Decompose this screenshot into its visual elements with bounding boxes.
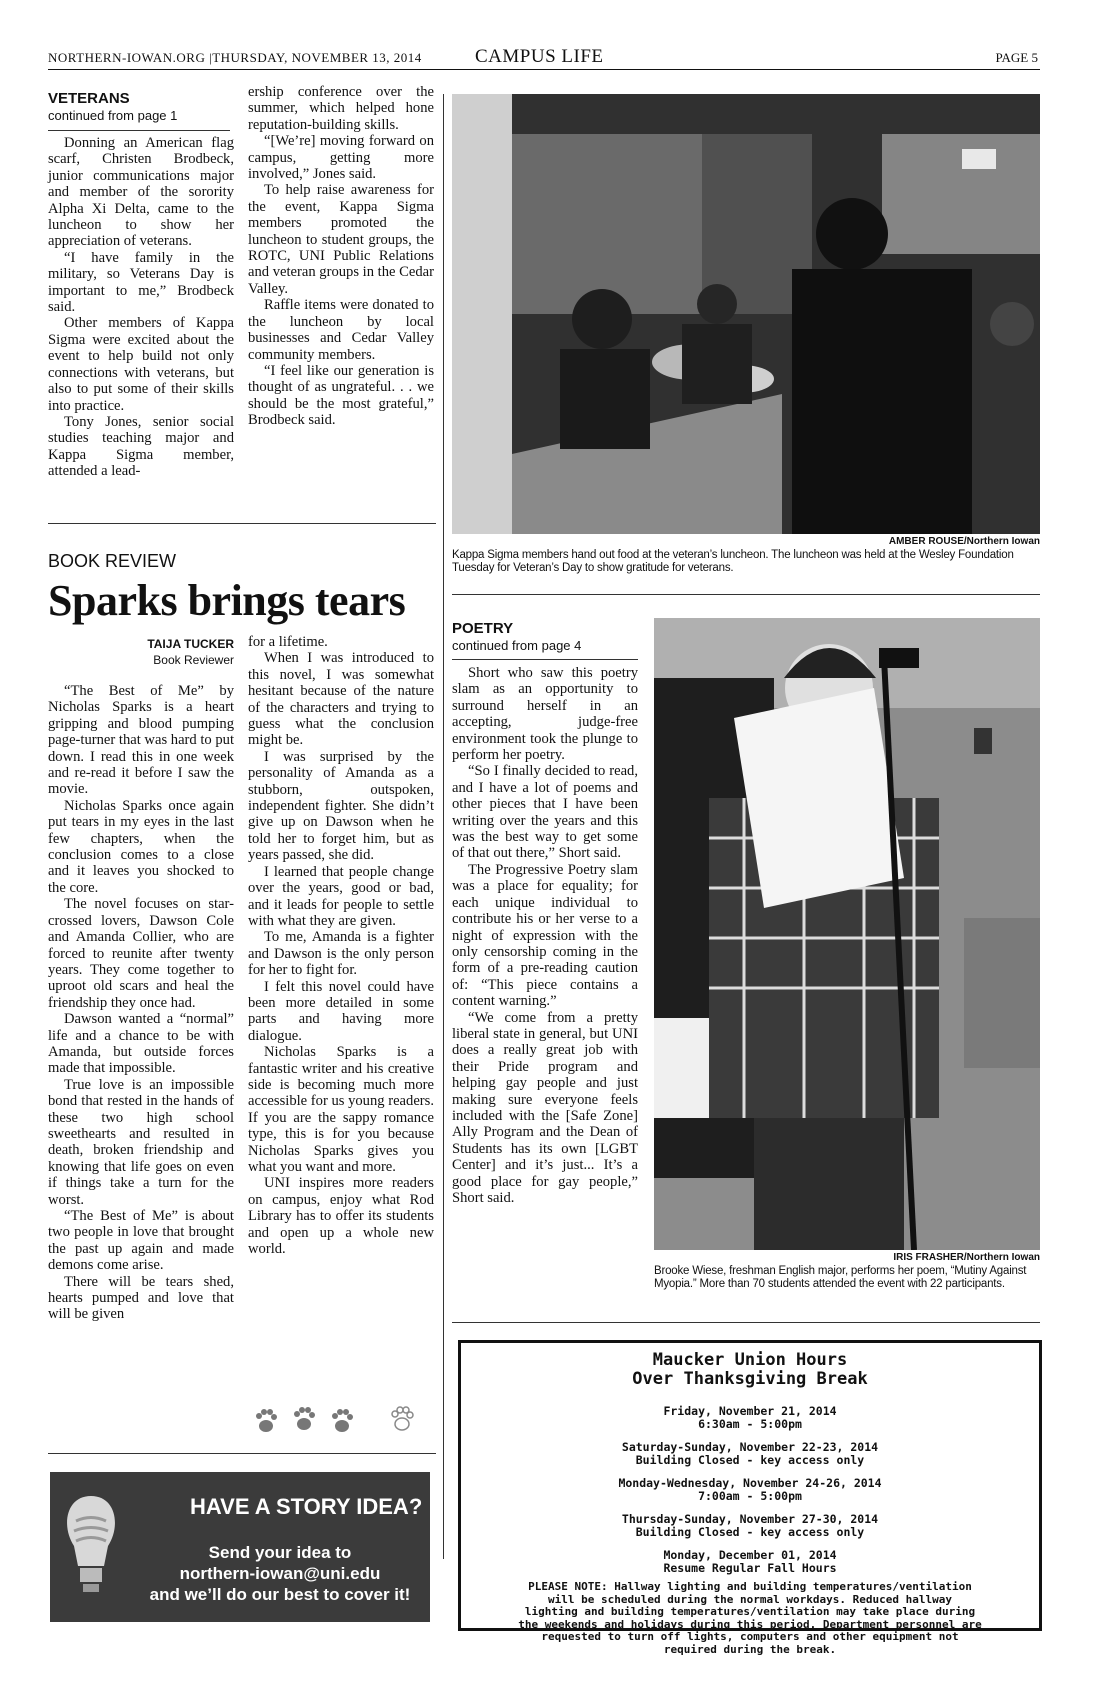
paragraph: “I have family in the military, so Veterans Day is important to me,” Brodbeck said. bbox=[48, 249, 234, 316]
book-review-headline: Sparks brings tears bbox=[48, 576, 406, 625]
paragraph: When I was introduced to this novel, I was somewhat hesitant because of the nature of the characters and trying to guess what the conclusion might be. bbox=[248, 650, 434, 749]
byline-name: TAIJA TUCKER bbox=[147, 637, 234, 651]
hours-entry bbox=[461, 1477, 1039, 1503]
hours-entry bbox=[461, 1513, 1039, 1539]
ad-body bbox=[140, 1542, 420, 1605]
paragraph: To help raise awareness for the event, Kappa Sigma members promoted the luncheon to student groups, the ROTC, UNI Public Relations and veteran groups in the Cedar Valley. bbox=[248, 182, 435, 297]
hours-date: Monday, December 01, 2014 bbox=[663, 1548, 837, 1562]
hours-time: Resume Regular Fall Hours bbox=[663, 1561, 837, 1575]
paragraph: for a lifetime. bbox=[248, 634, 328, 650]
veterans-photo-credit: AMBER ROUSE/Northern Iowan bbox=[888, 536, 1040, 547]
veterans-continued: continued from page 1 bbox=[48, 108, 178, 123]
paragraph: “We come from a pretty liberal state in general, but UNI does a really great job with their Pride program and helping gay people and just making sure everyone feels included with the [Safe Zone] Ally Program and the Dean of Students has its own [LGBT Center] and it’s just... It’s a good place for gay people,” Short said. bbox=[452, 1009, 638, 1206]
paragraph: Nicholas Sparks is a fantastic writer and his creative side is becoming much more accessible for us young readers. If you are the sappy romance type, this is for you because Nicholas Sparks gives you what you want and more. bbox=[248, 1044, 434, 1175]
paragraph: ership conference over the summer, which helped hone reputation-building skills. bbox=[248, 84, 434, 133]
byline-role: Book Reviewer bbox=[153, 653, 234, 667]
lightbulb-icon bbox=[56, 1486, 126, 1606]
paragraph: I felt this novel could have been more detailed in some parts and having more dialogue. bbox=[248, 978, 434, 1044]
paragraph: Dawson wanted a “normal” life and a chance to be with Amanda, but outside forces made that impossible. bbox=[48, 1011, 234, 1077]
ad-line: and we’ll do our best to cover it! bbox=[149, 1585, 411, 1604]
paragraph: “The Best of Me” is about two people in love that brought the past up again and made demons come arise. bbox=[48, 1208, 234, 1274]
hours-title-line: Maucker Union Hours bbox=[652, 1350, 848, 1370]
column-rule bbox=[443, 94, 444, 1559]
paragraph: There will be tears shed, hearts pumped and love that will be given bbox=[48, 1273, 234, 1323]
paragraph: I was surprised by the personality of Amanda as a stubborn, outspoken, independent fighter. She didn’t give up on Dawson when he told her to forget him, but as years passed, she did. bbox=[248, 748, 434, 864]
story-idea-ad bbox=[50, 1472, 430, 1622]
paragraph: To me, Amanda is a fighter and Dawson is the only person for her to fight for. bbox=[248, 929, 434, 979]
hours-time: Building Closed - key access only bbox=[635, 1453, 865, 1467]
hours-date: Saturday-Sunday, November 22-23, 2014 bbox=[621, 1440, 879, 1454]
paragraph: “[We’re] moving forward on campus, getting more involved,” Jones said. bbox=[248, 133, 434, 183]
divider bbox=[452, 659, 638, 660]
paragraph: The Progressive Poetry slam was a place for equality; for each unique individual to contribute his or her verse to a night of expression with the only censorship coming in the form of a pre-reading caution of: “This piece contains a content warning.” bbox=[452, 861, 638, 1010]
hours-date: Friday, November 21, 2014 bbox=[663, 1404, 837, 1418]
note-line: the weekends and holidays during this period. Department personnel are bbox=[518, 1617, 982, 1631]
poetry-photo-credit: IRIS FRASHER/Northern Iowan bbox=[893, 1252, 1040, 1263]
hours-title-line: Over Thanksgiving Break bbox=[632, 1369, 868, 1389]
hours-entry bbox=[461, 1441, 1039, 1467]
paragraph: Other members of Kappa Sigma were excited about the event to help build not only connections with veterans, but also to put some of their skills into practice. bbox=[48, 315, 234, 414]
paragraph: Tony Jones, senior social studies teaching major and Kappa Sigma member, attended a lead- bbox=[48, 413, 234, 480]
veterans-photo-caption: Kappa Sigma members hand out food at the veteran’s luncheon. The luncheon was held at the Wesley Foundation Tuesday for Veteran’s Day to show gratitude for veterans. bbox=[452, 549, 1014, 574]
hours-time: Building Closed - key access only bbox=[635, 1525, 865, 1539]
hours-date: Thursday-Sunday, November 27-30, 2014 bbox=[621, 1512, 879, 1526]
hours-title bbox=[461, 1351, 1039, 1389]
paw-prints-icon bbox=[252, 1398, 422, 1442]
poetry-slam-photo bbox=[654, 618, 1040, 1250]
ad-email[interactable]: northern-iowan@uni.edu bbox=[179, 1564, 381, 1583]
paragraph: “I feel like our generation is thought of as ungrateful. . . we should be the most grateful,” Brodbeck said. bbox=[248, 362, 434, 429]
page-number: PAGE 5 bbox=[995, 50, 1038, 65]
paragraph: “The Best of Me” by Nicholas Sparks is a heart gripping and blood pumping page-turner that was hard to put down. I read this in one week and re-read it before I saw the movie. bbox=[48, 683, 235, 798]
divider bbox=[48, 523, 436, 524]
paragraph: Nicholas Sparks once again put tears in my eyes in the last few chapters, when the conclusion comes to a close and it leaves you shocked to the core. bbox=[48, 797, 234, 896]
veterans-column-1 bbox=[48, 135, 234, 480]
hours-entry bbox=[461, 1405, 1039, 1431]
book-review-column-1 bbox=[48, 683, 234, 1323]
divider bbox=[452, 1322, 1040, 1323]
ad-title: HAVE A STORY IDEA? bbox=[190, 1494, 423, 1519]
paragraph: The novel focuses on star-crossed lovers, Dawson Cole and Amanda Collier, who are forced to reunite after twenty years. They come together to uproot old scars and heal the friendship they once had. bbox=[48, 896, 234, 1011]
paragraph: Donning an American flag scarf, Christen Brodbeck, junior communications major and member of the sorority Alpha Xi Delta, came to the luncheon to show her appreciation of veterans. bbox=[48, 135, 234, 250]
veterans-luncheon-photo bbox=[452, 94, 1040, 534]
header-date: NORTHERN-IOWAN.ORG |THURSDAY, NOVEMBER 13, 2014 bbox=[48, 50, 422, 65]
note-line: lighting and building temperatures/ventilation may take place during bbox=[524, 1605, 976, 1618]
divider bbox=[452, 594, 1040, 595]
paragraph: UNI inspires more readers on campus, enjoy what Rod Library has to offer its students and open up a whole new world. bbox=[248, 1175, 434, 1258]
hours-time: 7:00am - 5:00pm bbox=[698, 1489, 802, 1503]
hours-entry bbox=[461, 1549, 1039, 1575]
poetry-column bbox=[452, 665, 638, 1206]
paragraph: Short who saw this poetry slam as an opportunity to surround herself in an accepting, judge-free environment took the plunge to perform her poetry. bbox=[452, 665, 638, 764]
veterans-column-2 bbox=[248, 84, 434, 429]
book-review-label: BOOK REVIEW bbox=[48, 551, 177, 571]
poetry-kicker: POETRY bbox=[452, 620, 514, 637]
section-title: CAMPUS LIFE bbox=[475, 46, 604, 67]
paragraph: Raffle items were donated to the luncheon by local businesses and Cedar Valley community members. bbox=[248, 297, 434, 363]
header-rule bbox=[48, 69, 1040, 70]
note-line: requested to turn off lights, computers and other equipment not bbox=[541, 1630, 959, 1643]
divider bbox=[48, 130, 230, 131]
poetry-continued: continued from page 4 bbox=[452, 638, 582, 653]
paragraph: “So I finally decided to read, and I have a lot of poems and other pieces that I have been writing over the years and this was the best way to get some of that out there,” Short said. bbox=[452, 763, 638, 862]
hours-date: Monday-Wednesday, November 24-26, 2014 bbox=[618, 1476, 882, 1490]
veterans-kicker: VETERANS bbox=[48, 90, 130, 107]
maucker-union-hours-box bbox=[458, 1340, 1042, 1656]
hours-note bbox=[471, 1581, 1029, 1656]
note-line: required during the break. bbox=[663, 1642, 837, 1656]
note-line: will be scheduled during the normal workdays. Reduced hallway bbox=[548, 1592, 952, 1606]
ad-line: Send your idea to bbox=[208, 1543, 352, 1562]
paragraph: True love is an impossible bond that rested in the hands of these two high school sweethearts and resulted in death, broken friendship and knowing that life goes on even if things take a turn for the worst. bbox=[48, 1076, 234, 1208]
poetry-photo-caption: Brooke Wiese, freshman English major, performs her poem, “Mutiny Against Myopia.” More than 70 students attended the event with 22 participants. bbox=[654, 1265, 1027, 1290]
note-line: PLEASE NOTE: Hallway lighting and building temperatures/ventilation bbox=[528, 1580, 972, 1593]
paragraph: I learned that people change over the years, good or bad, and it leads for people to settle with what they are given. bbox=[248, 863, 434, 929]
divider bbox=[48, 1453, 436, 1454]
hours-time: 6:30am - 5:00pm bbox=[698, 1417, 802, 1431]
book-review-column-2 bbox=[248, 634, 434, 1257]
